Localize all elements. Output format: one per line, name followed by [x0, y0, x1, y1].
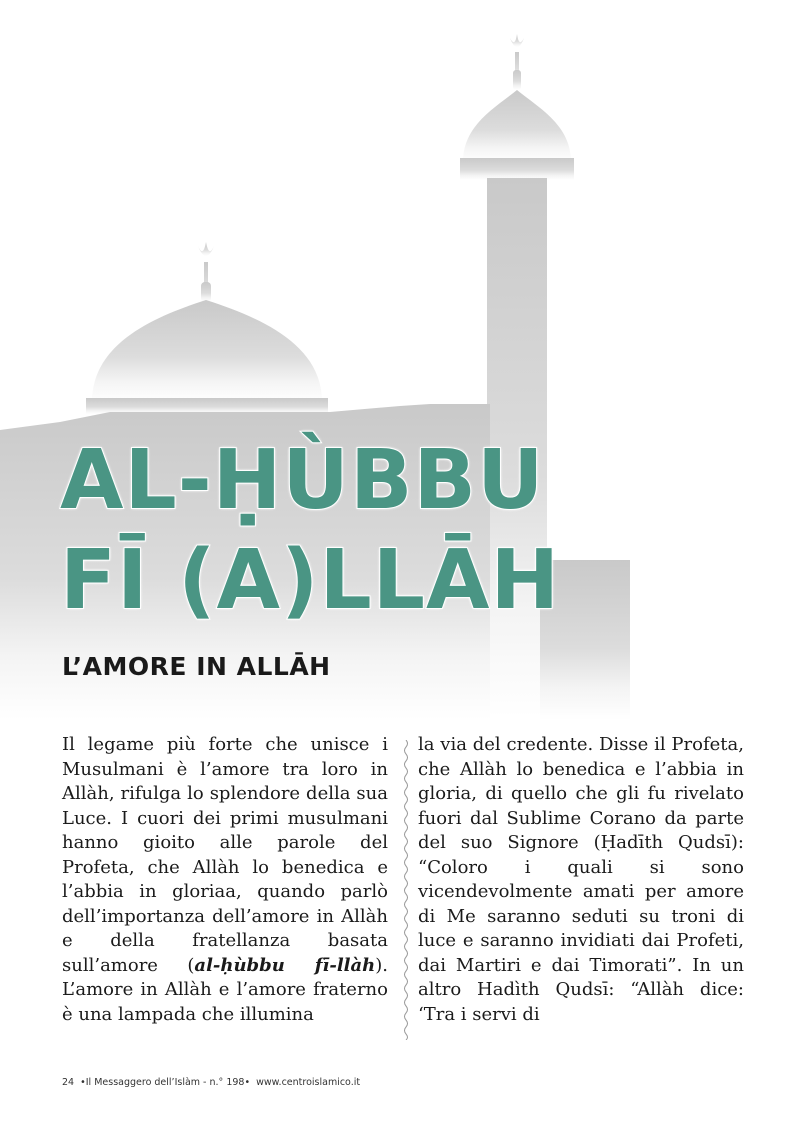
- paragraph-text: Il legame più forte che unisce i Musulmani è l’amore tra loro in Allàh, rifulga lo splendore della sua Luce. I cuori dei primi musulmani hanno gioito alle parole del Profeta, che Allàh lo benedica e l’abbia in gloriaa, quando parlò dell’importanza dell’amore in Allàh e della fratellanza basata sull’amore (: [62, 734, 388, 976]
- website-link[interactable]: www.centroislamico.it: [256, 1077, 361, 1088]
- article-title-line1: AL-ḤÙBBU: [60, 433, 545, 528]
- article-title-line2: FĪ (A)LLĀH: [60, 533, 561, 628]
- publication-name: •Il Messaggero dell’Islàm - n.° 198•: [80, 1077, 251, 1088]
- column-divider: [403, 740, 409, 1040]
- page-number: 24: [62, 1077, 75, 1088]
- paragraph-text: ). L’amore in Allàh e l’amore fraterno è una lampada che illumina: [62, 954, 388, 1025]
- page-footer: [62, 1077, 360, 1088]
- emphasis-term: al-ḥùbbu fī-llàh: [194, 954, 376, 976]
- article-subtitle: L’AMORE IN ALLĀH: [62, 652, 331, 681]
- article-column-left: [62, 733, 388, 1027]
- article-column-right: la via del credente. Disse il Profeta, che Allàh lo benedica e l’abbia in gloria, di quello che gli fu rivelato fuori dal Sublime Corano da parte del suo Signore (Ḥadīth Qudsī): “Coloro i quali si sono vicendevolmente amati per amore di Me saranno seduti su troni di luce e saranno invidiati dai Profeti, dai Martiri e dai Timorati”. In un altro Hadìth Qudsī: “Allàh dice: ‘Tra i servi di: [418, 734, 744, 1025]
